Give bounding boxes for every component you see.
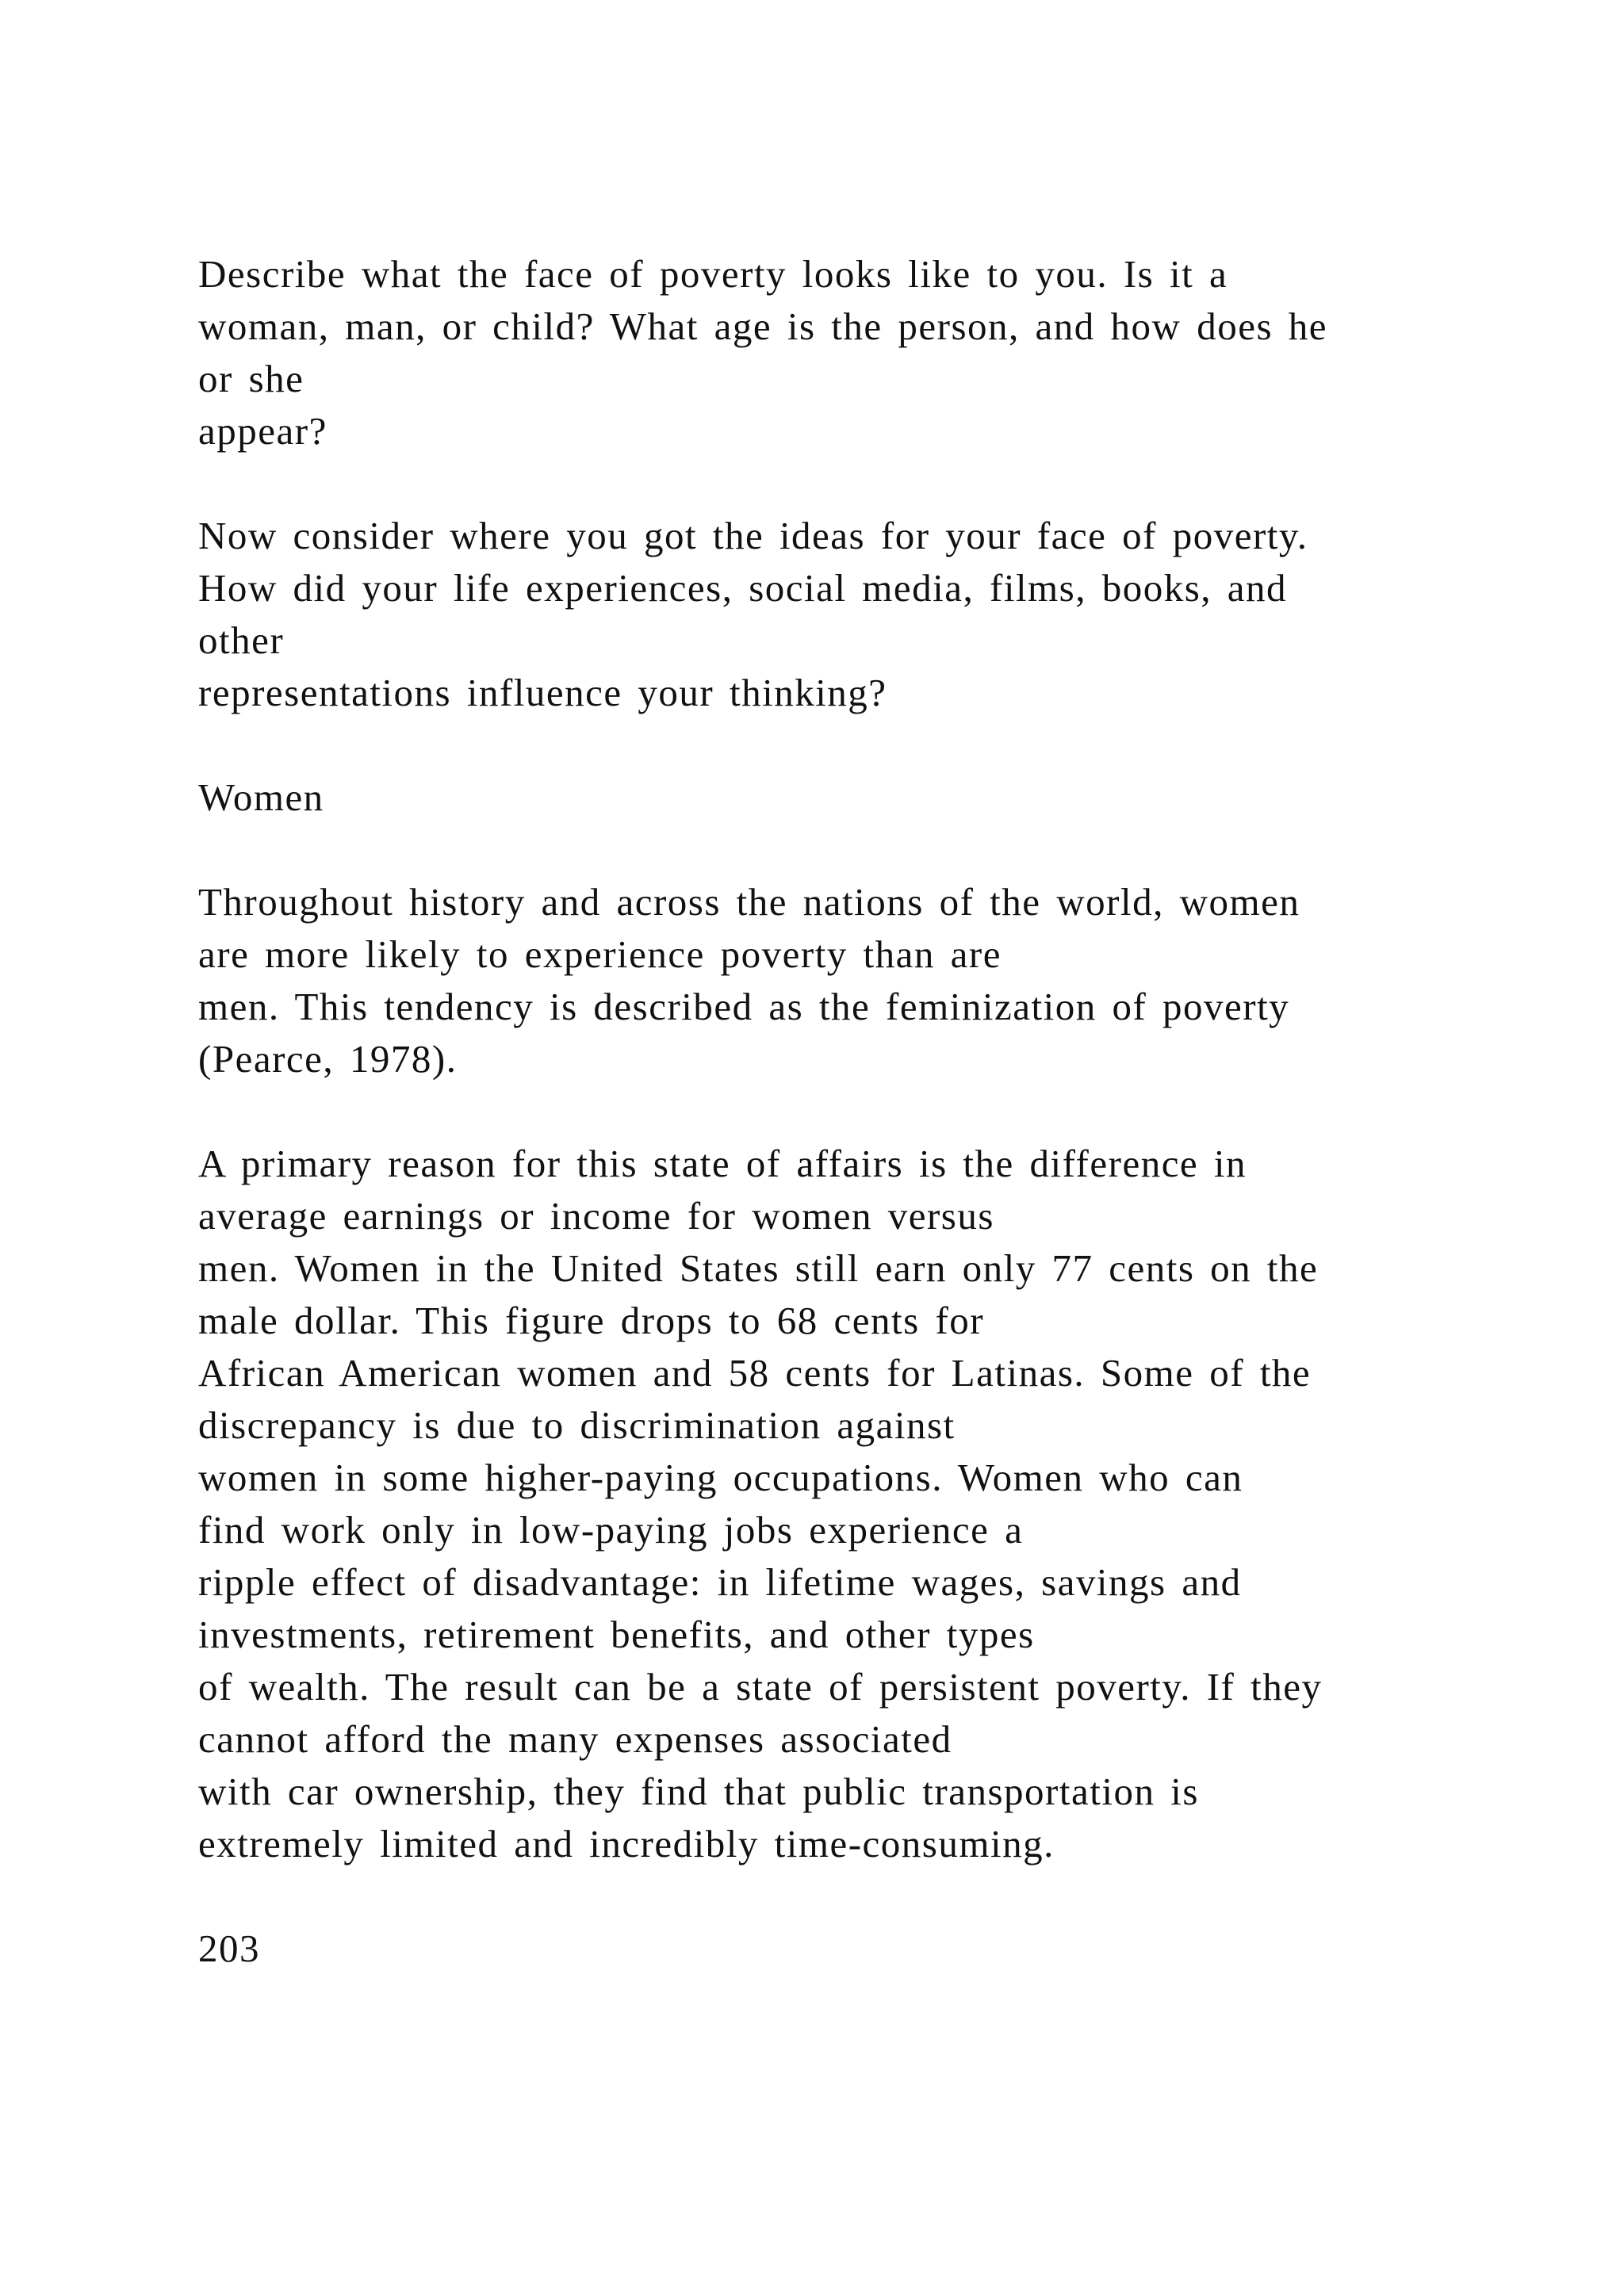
paragraph-1-line-1: Describe what the face of poverty looks like to you. Is it a — [198, 252, 1228, 296]
paragraph-4-line-9: ripple effect of disadvantage: in lifetime wages, savings and — [198, 1560, 1242, 1604]
paragraph-1-line-4: appear? — [198, 409, 327, 453]
paragraph-3-line-2: are more likely to experience poverty than are — [198, 932, 1002, 976]
paragraph-4-line-10: investments, retirement benefits, and other types — [198, 1613, 1035, 1656]
paragraph-4-line-1: A primary reason for this state of affairs is the difference in — [198, 1142, 1247, 1185]
paragraph-4-line-12: cannot afford the many expenses associated — [198, 1717, 952, 1761]
paragraph-1-line-3: or she — [198, 357, 304, 400]
paragraph-3-line-1: Throughout history and across the nations of the world, women — [198, 880, 1300, 924]
paragraph-2-line-1: Now consider where you got the ideas for your face of poverty. — [198, 514, 1308, 557]
paragraph-4-line-11: of wealth. The result can be a state of persistent poverty. If they — [198, 1665, 1323, 1709]
paragraph-4-line-8: find work only in low-paying jobs experience a — [198, 1508, 1024, 1552]
page-number: 203 — [198, 1927, 260, 1970]
section-heading: Women — [198, 775, 324, 819]
paragraph-2-line-4: representations influence your thinking? — [198, 671, 887, 714]
paragraph-4-line-14: extremely limited and incredibly time-consuming. — [198, 1822, 1055, 1866]
paragraph-4-line-5: African American women and 58 cents for Latinas. Some of the — [198, 1351, 1312, 1395]
paragraph-4-line-2: average earnings or income for women versus — [198, 1194, 994, 1238]
paragraph-4-line-3: men. Women in the United States still earn only 77 cents on the — [198, 1246, 1319, 1290]
paragraph-4-line-4: male dollar. This figure drops to 68 cents for — [198, 1299, 985, 1342]
paragraph-1-line-2: woman, man, or child? What age is the person, and how does he — [198, 304, 1328, 348]
paragraph-3-line-4: (Pearce, 1978). — [198, 1037, 458, 1081]
paragraph-3-line-3: men. This tendency is described as the feminization of poverty — [198, 985, 1290, 1028]
paragraph-4-line-7: women in some higher-paying occupations. Women who can — [198, 1456, 1243, 1499]
paragraph-4-line-6: discrepancy is due to discrimination against — [198, 1403, 956, 1447]
paragraph-2-line-3: other — [198, 618, 285, 662]
paragraph-4-line-13: with car ownership, they find that public transportation is — [198, 1770, 1199, 1813]
paragraph-2-line-2: How did your life experiences, social media, films, books, and — [198, 566, 1288, 610]
